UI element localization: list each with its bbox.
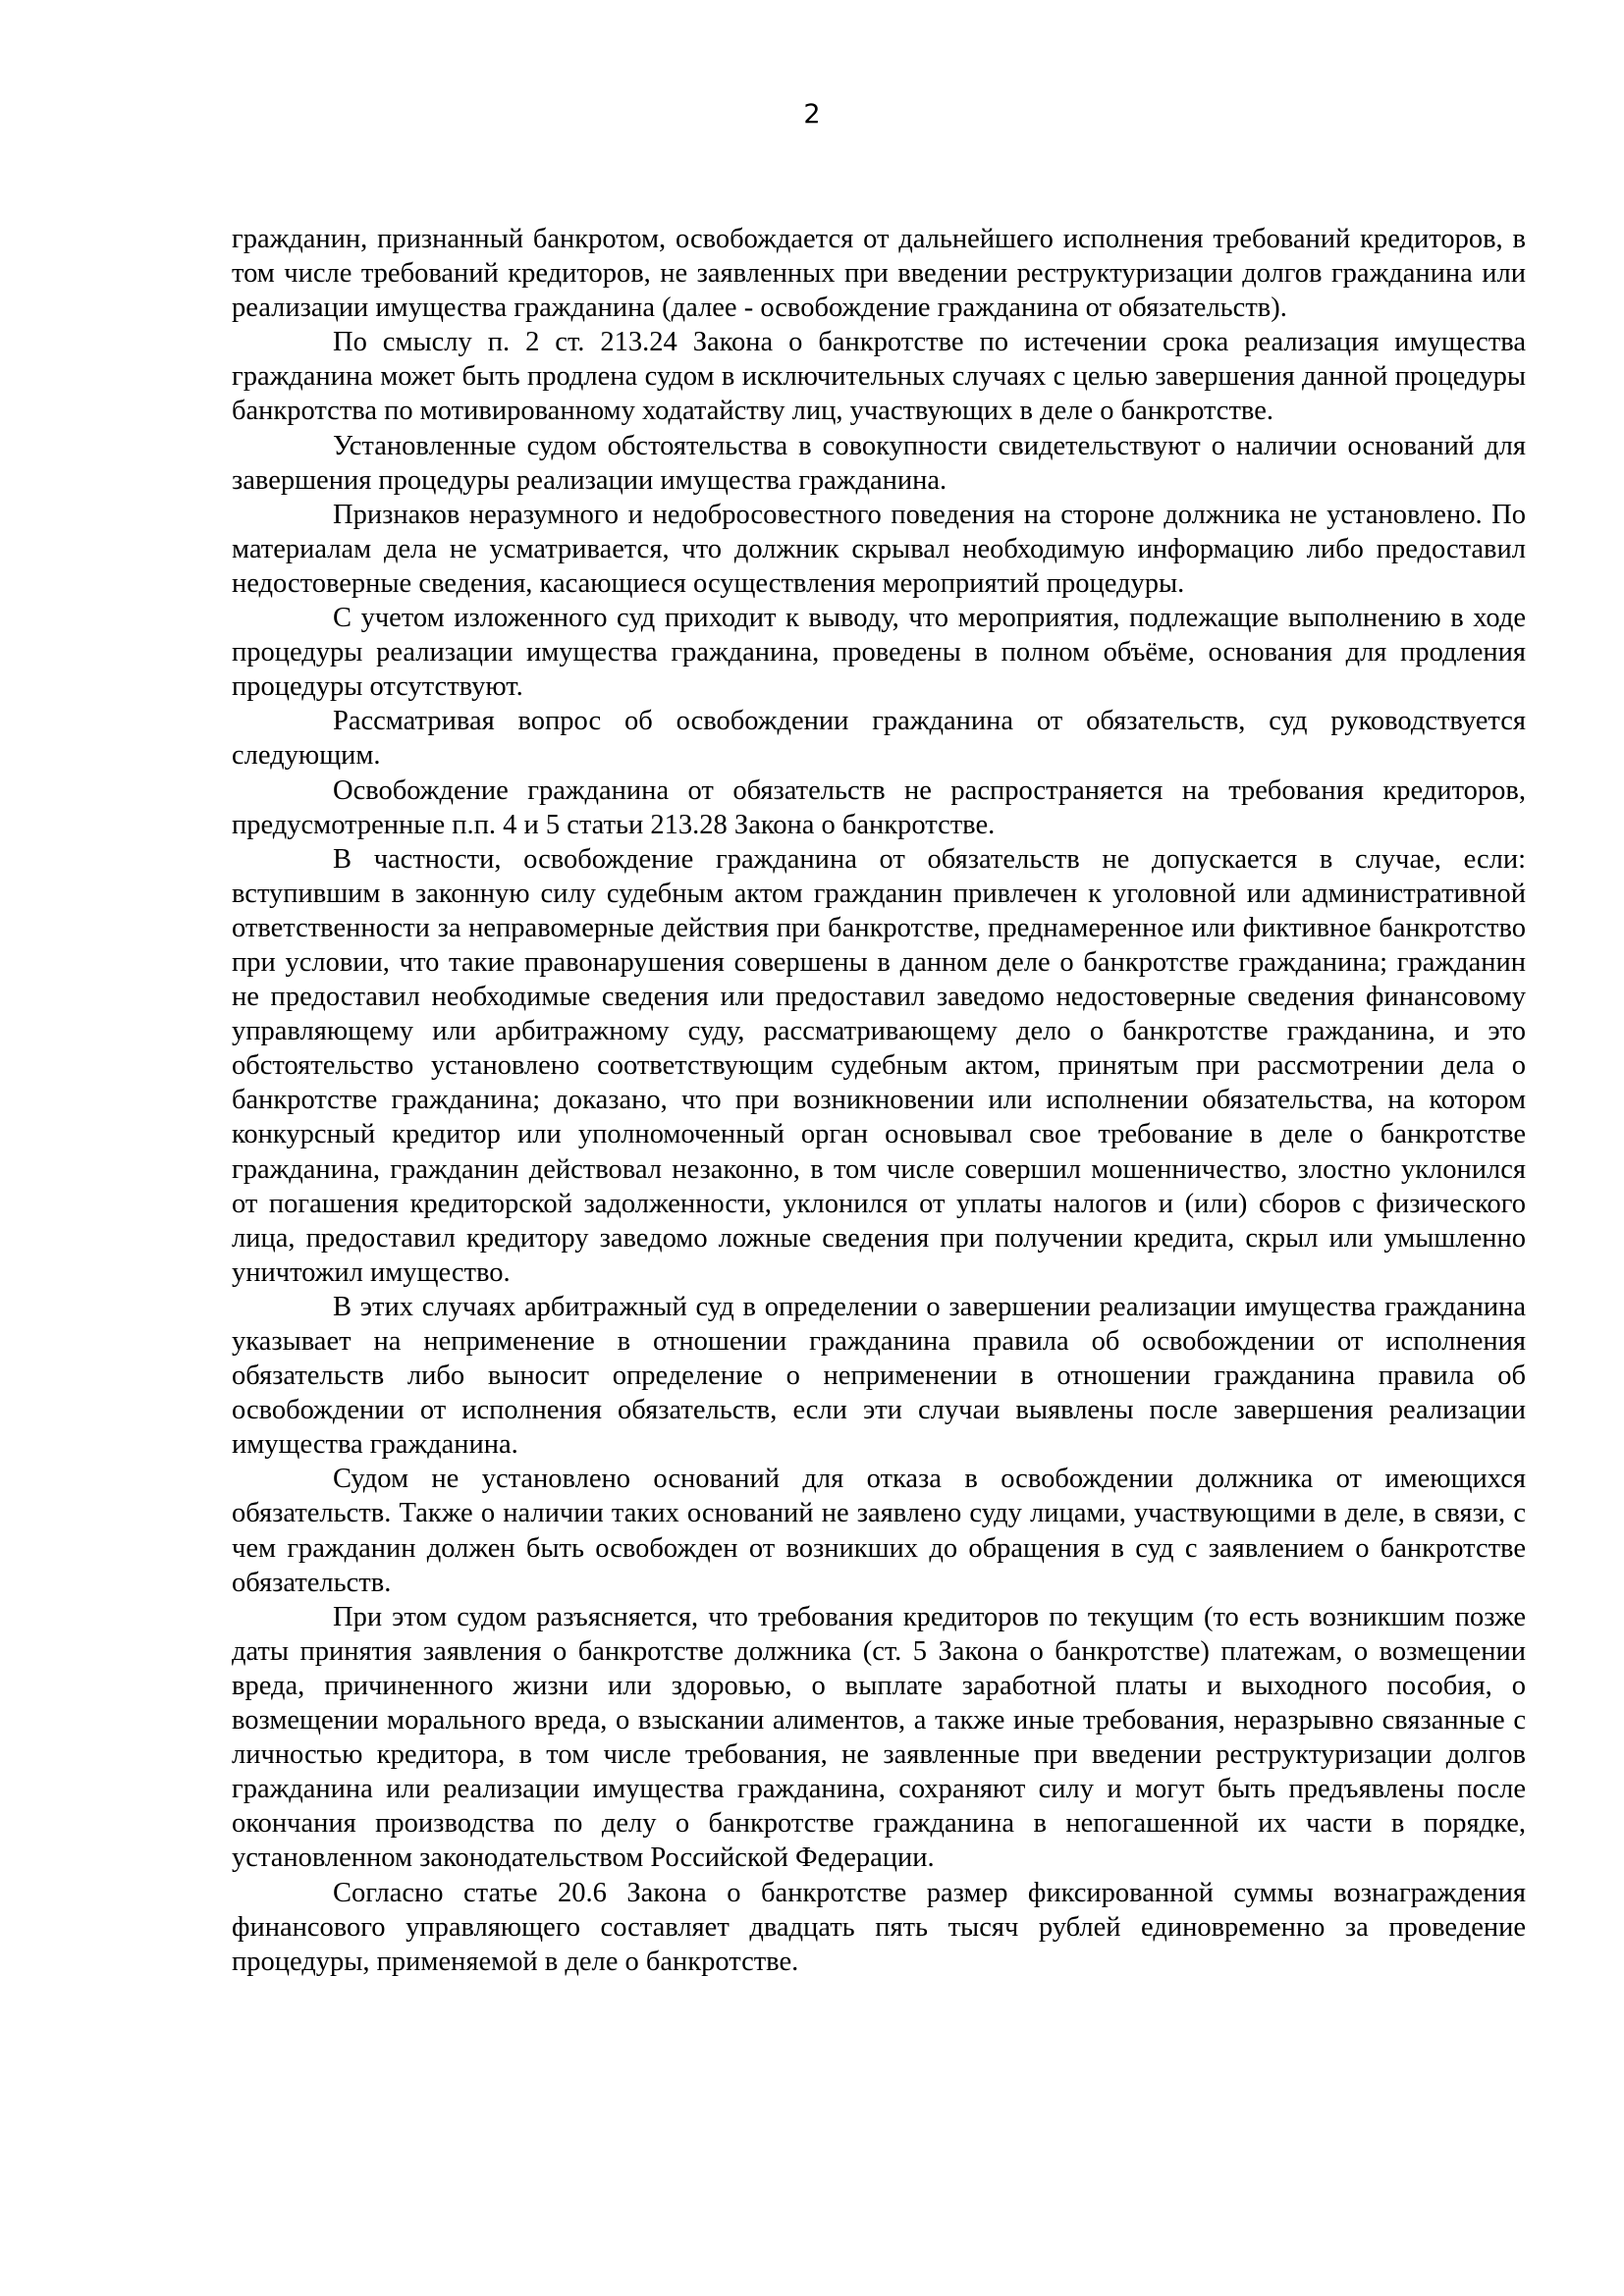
paragraph-grounds-for-denial: В частности, освобождение гражданина от обязательств не допускается в случае, если: вступившим в законную силу судебным актом гражданин привлечен к уголовной или административной ответственности за неправомерные действия при банкротстве, преднамеренное или фиктивное банкротство при условии, что такие правонарушения совершены в данном деле о банкротстве гражданина; гражданин не предоставил необходимые сведения или предоставил заведомо недостоверные сведения финансовому управляющему или арбитражному суду, рассматривающему дело о банкротстве гражданина, и это обстоятельство установлено соответствующим судебным актом, принятым при рассмотрении дела о банкротстве гражданина; доказано, что при возникновении или исполнении обязательства, на котором конкурсный кредитор или уполномоченный орган основывал свое требование в деле о банкротстве гражданина, гражданин действовал незаконно, в том числе совершил мошенничество, злостно уклонился от погашения кредиторской задолженности, уклонился от уплаты налогов и (или) сборов с физического лица, предоставил кредитору заведомо ложные сведения при получении кредита, скрыл или умышленно уничтожил имущество. [232, 843, 1526, 1288]
paragraph-manager-remuneration: Согласно статье 20.6 Закона о банкротстве размер фиксированной суммы вознаграждения финансового управляющего составляет двадцать пять тысяч рублей единовременно за проведение процедуры, применяемой в деле о банкротстве. [232, 1877, 1526, 1977]
paragraph-extension-of-term: По смыслу п. 2 ст. 213.24 Закона о банкротстве по истечении срока реализация имущества гражданина может быть продлена судом в исключительных случаях с целью завершения данной процедуры банкротства по мотивированному ходатайству лиц, участвующих в деле о банкротстве. [232, 327, 1526, 427]
paragraph-no-bad-faith: Признаков неразумного и недобросовестного поведения на стороне должника не установлено. По материалам дела не усматривается, что должник скрывал необходимую информацию либо предоставил недостоверные сведения, касающиеся осуществления мероприятий процедуры. [232, 499, 1526, 599]
paragraph-current-claims-clarification: При этом судом разъясняется, что требования кредиторов по текущим (то есть возникшим позже даты принятия заявления о банкротстве должника (ст. 5 Закона о банкротстве) платежам, о возмещении вреда, причиненного жизни или здоровью, о выплате заработной платы и выходного пособия, о возмещении морального вреда, о взыскании алиментов, а также иные требования, неразрывно связанные с личностью кредитора, в том числе требования, не заявленные при введении реструктуризации долгов гражданина или реализации имущества гражданина, сохраняют силу и могут быть предъявлены после окончания производства по делу о банкротстве гражданина в непогашенной их части в порядке, установленном законодательством Российской Федерации. [232, 1601, 1526, 1874]
paragraph-release-exceptions: Освобождение гражданина от обязательств не распространяется на требования кредиторов, предусмотренные п.п. 4 и 5 статьи 213.28 Закона о банкротстве. [232, 774, 1526, 840]
paragraph-no-grounds-found: Судом не установлено оснований для отказа в освобождении должника от имеющихся обязательств. Также о наличии таких оснований не заявлено суду лицами, участвующими в деле, в связи, с чем гражданин должен быть освобожден от возникших до обращения в суд с заявлением о банкротстве обязательств. [232, 1464, 1526, 1598]
paragraph-release-question: Рассматривая вопрос об освобождении гражданина от обязательств, суд руководствуется следующим. [232, 706, 1526, 772]
paragraph-continuation: гражданин, признанный банкротом, освобождается от дальнейшего исполнения требований кредиторов, в том числе требований кредиторов, не заявленных при введении реструктуризации долгов гражданина или реализации имущества гражданина (далее - освобождение гражданина от обязательств). [232, 224, 1526, 324]
paragraph-arbitration-court-action: В этих случаях арбитражный суд в определении о завершении реализации имущества гражданина указывает на неприменение в отношении гражданина правила об освобождении от исполнения обязательств либо выносит определение о неприменении в отношении гражданина правила об освобождении от исполнения обязательств, если эти случаи выявлены после завершения реализации имущества гражданина. [232, 1291, 1526, 1461]
page-number: 2 [803, 99, 821, 130]
paragraph-established-circumstances: Установленные судом обстоятельства в совокупности свидетельствуют о наличии оснований для завершения процедуры реализации имущества гражданина. [232, 430, 1526, 496]
paragraph-court-conclusion: С учетом изложенного суд приходит к выводу, что мероприятия, подлежащие выполнению в ходе процедуры реализации имущества гражданина, проведены в полном объёме, основания для продления процедуры отсутствуют. [232, 603, 1526, 703]
document-body [232, 222, 1526, 1979]
